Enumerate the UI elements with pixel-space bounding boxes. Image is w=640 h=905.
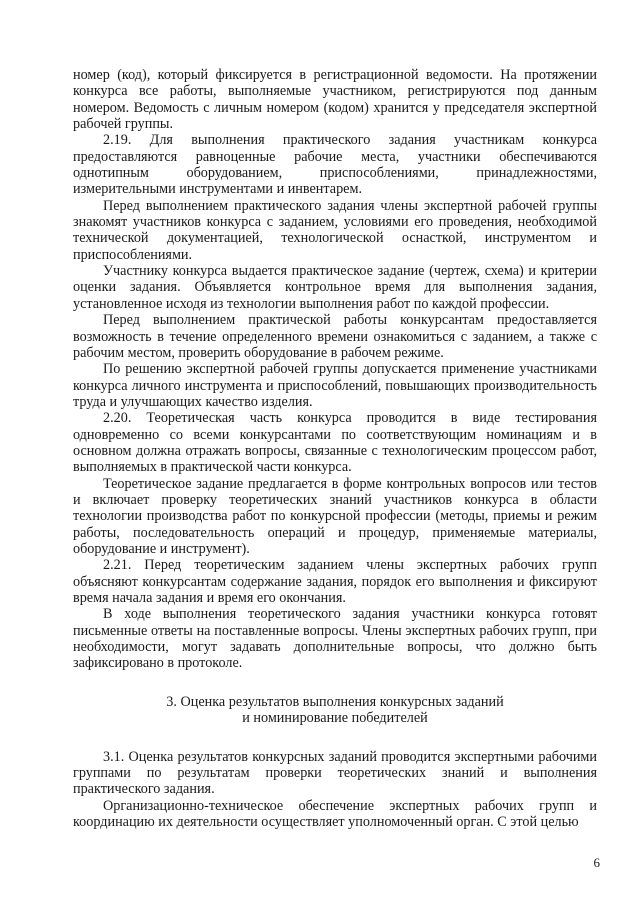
paragraph: Теоретическое задание предлагается в форме контрольных вопросов или тестов и включает проверку теоретических знаний участников конкурса в области технологии производства работ по конкурсной профессии (методы, приемы и режим работы, последовательность операций и процедур, применяемые материалы, оборудование и инструмент).	[73, 475, 597, 557]
paragraph-3-1: 3.1. Оценка результатов конкурсных заданий проводится экспертными рабочими группами по результатам проверки теоретических знаний и выполнения практического задания.	[73, 748, 597, 798]
paragraph: Перед выполнением практической работы конкурсантам предоставляется возможность в течение определенного времени ознакомиться с заданием, а также с рабочим местом, проверить оборудование в рабочем режиме.	[73, 312, 597, 361]
paragraphs-before-heading	[73, 67, 597, 672]
paragraphs-after-heading	[73, 749, 597, 831]
paragraph: номер (код), который фиксируется в регистрационной ведомости. На протяжении конкурса все работы, выполняемые участником, регистрируются под данным номером. Ведомость с личным номером (кодом) хранится у председателя экспертной рабочей группы.	[73, 67, 597, 133]
section-heading	[73, 694, 597, 727]
paragraph: По решению экспертной рабочей группы допускается применение участниками конкурса личного инструмента и приспособлений, повышающих производительность труда и улучшающих качество изделия.	[73, 361, 597, 410]
paragraph: Перед выполнением практического задания члены экспертной рабочей группы знакомят участников конкурса с заданием, условиями его проведения, необходимой технической документацией, технологической оснасткой, инструментом и приспособлениями.	[73, 197, 597, 263]
paragraph-2-19: 2.19. Для выполнения практического задания участникам конкурса предоставляются равноценные рабочие места, участники обеспечиваются однотипным оборудованием, приспособлениями, принадлежностями, измерительными инструментами и инвентарем.	[73, 132, 597, 198]
section-heading-line-1: 3. Оценка результатов выполнения конкурсных заданий	[166, 693, 504, 710]
paragraph: Организационно-техническое обеспечение экспертных рабочих групп и координацию их деятельности осуществляет уполномоченный орган. С этой целью	[73, 797, 597, 831]
page-body	[73, 67, 597, 830]
paragraph-2-21: 2.21. Перед теоретическим заданием члены экспертных рабочих групп объясняют конкурсантам содержание задания, порядок его выполнения и фиксируют время начала задания и время его окончания.	[73, 557, 597, 606]
paragraph: Участнику конкурса выдается практическое задание (чертеж, схема) и критерии оценки задания. Объявляется контрольное время для выполнения задания, установленное исходя из технологии выполнения работ по каждой профессии.	[73, 263, 597, 312]
section-heading-line-2: и номинирование победителей	[242, 710, 428, 727]
paragraph-2-20: 2.20. Теоретическая часть конкурса проводится в виде тестирования одновременно со всеми конкурсантами по соответствующим номинациям и в основном должна отражать вопросы, связанные с технологическим процессом работ, выполняемых в практической части конкурса.	[73, 410, 597, 476]
page-number: 6	[593, 855, 600, 870]
paragraph: В ходе выполнения теоретического задания участники конкурса готовят письменные ответы на поставленные вопросы. Члены экспертных рабочих групп, при необходимости, могут задавать дополнительные вопросы, что должно быть зафиксировано в протоколе.	[73, 606, 597, 672]
